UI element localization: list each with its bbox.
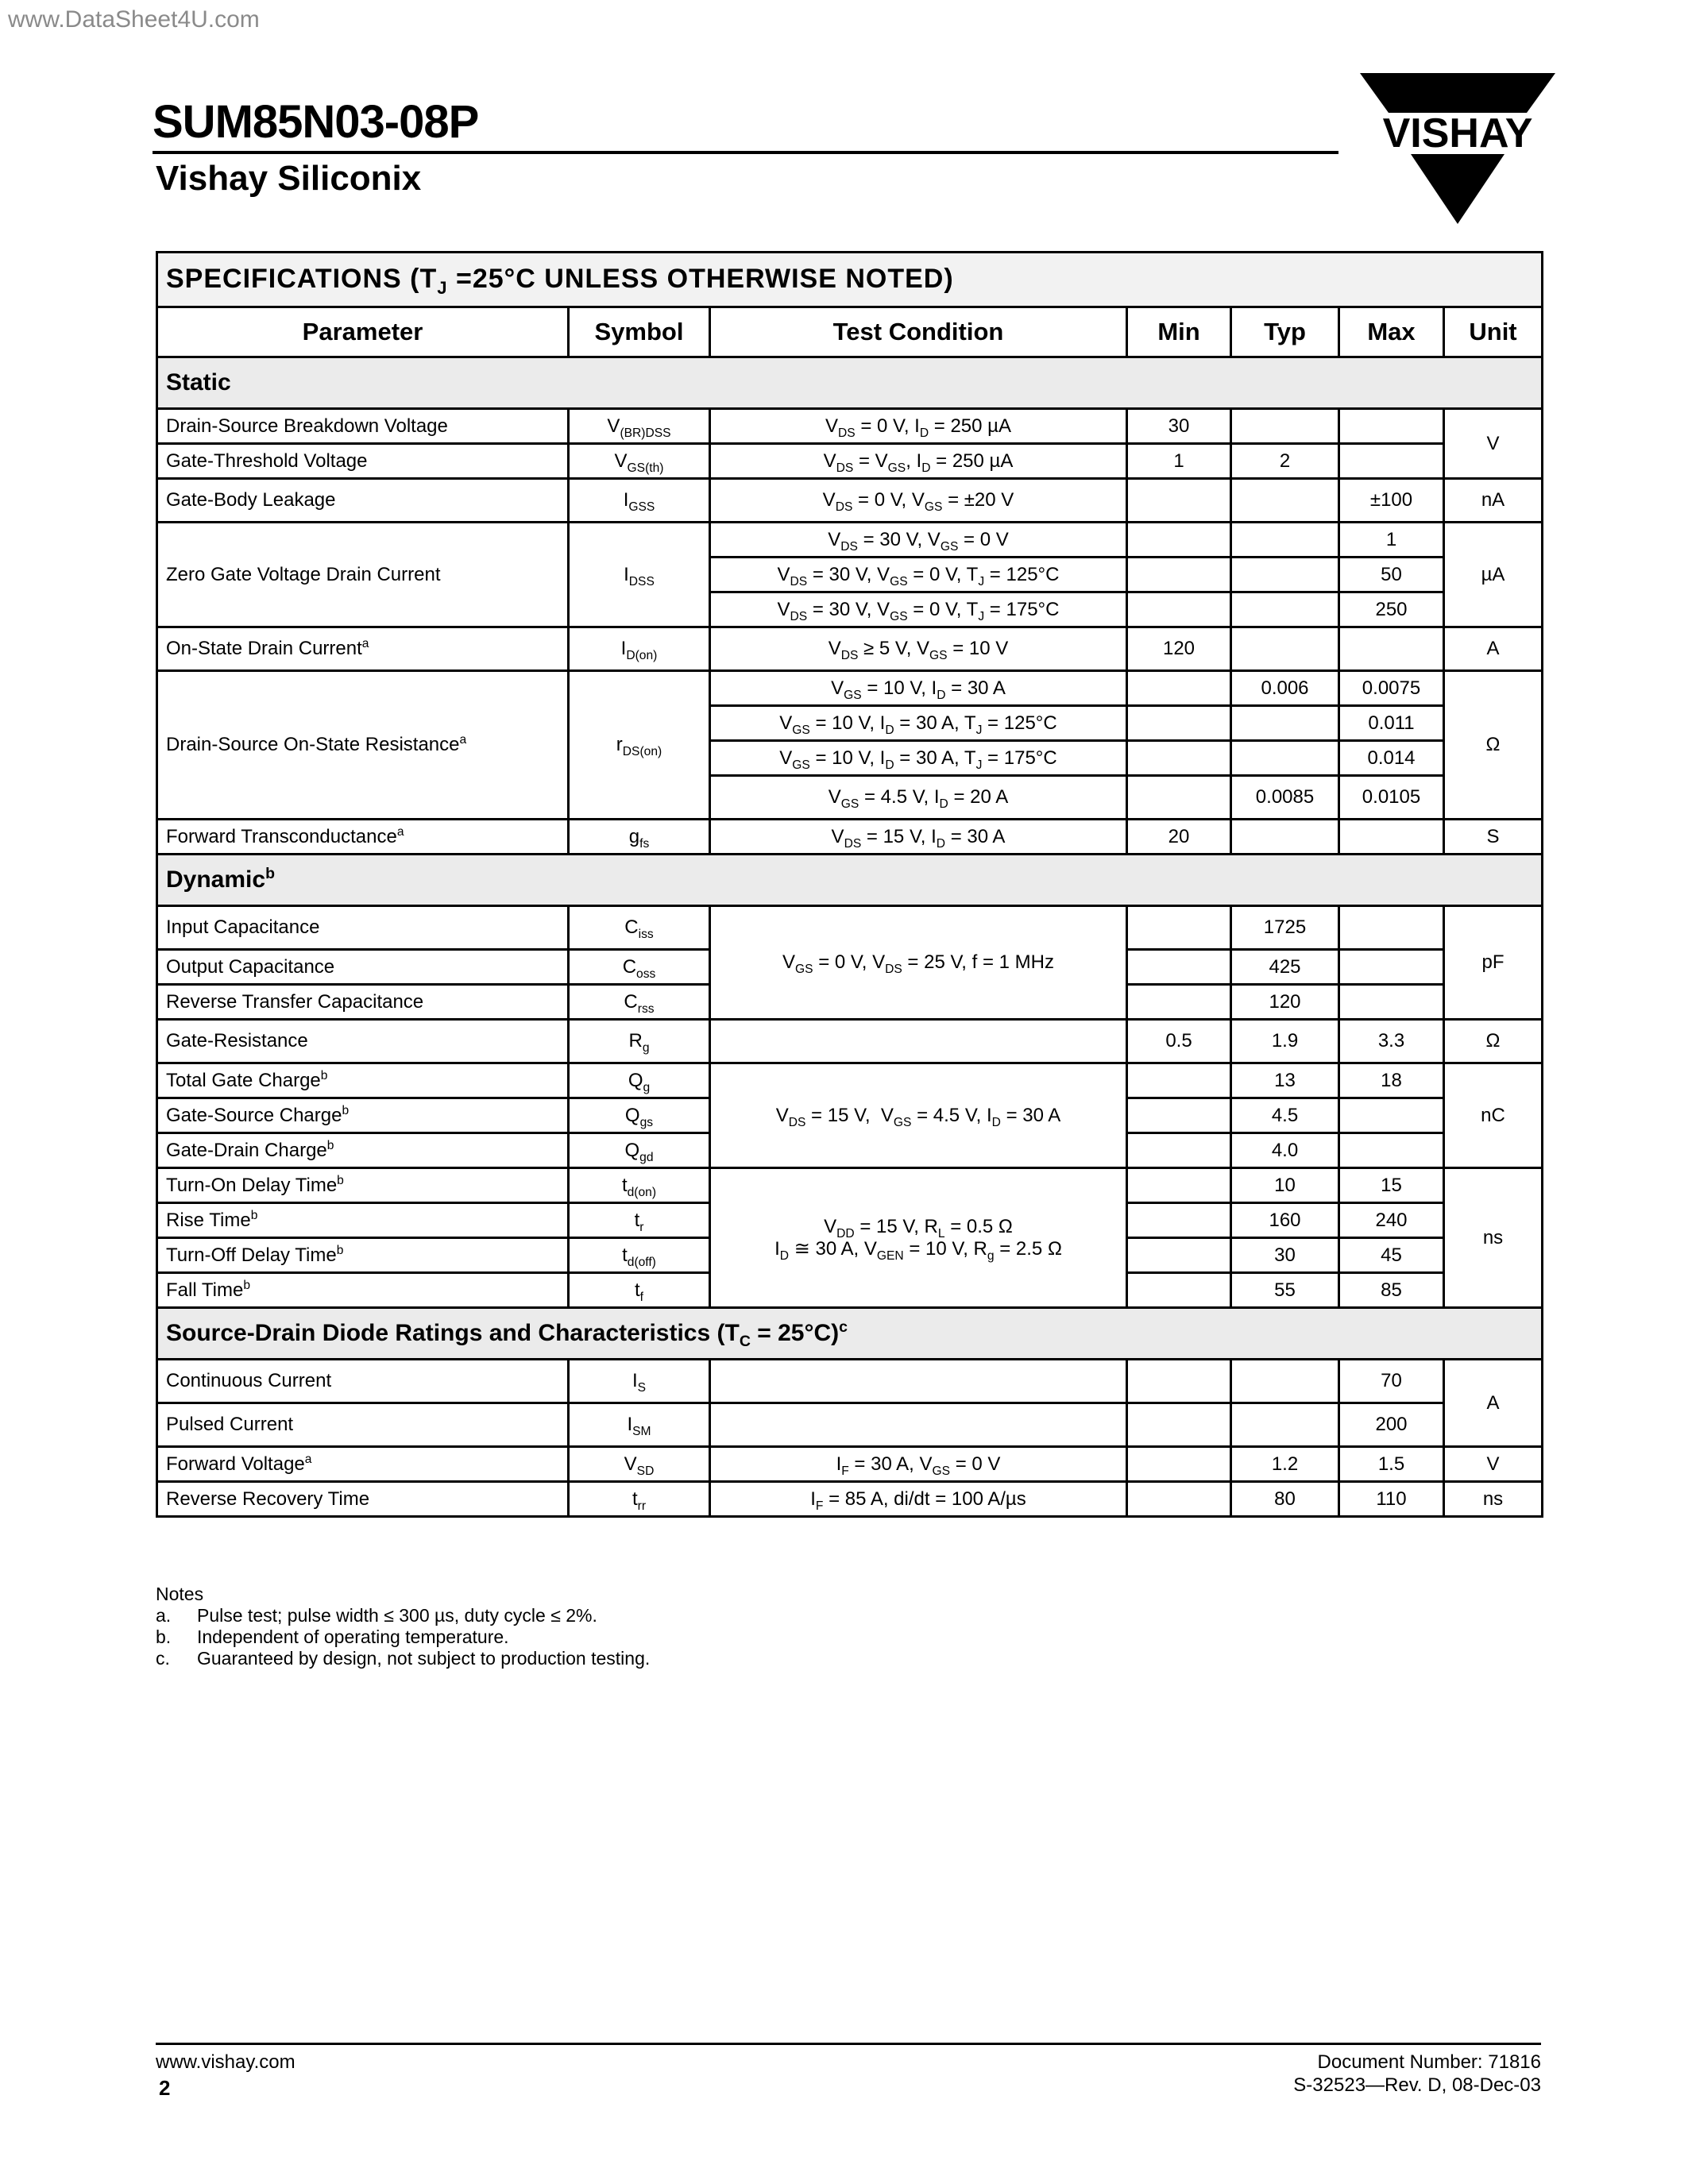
header-rule	[153, 151, 1338, 154]
unit-cell: V	[1444, 409, 1543, 479]
condition-cell: $I_F = 85$ A, di/dt = 100 A/µs	[710, 1482, 1127, 1517]
col-typ: Typ	[1231, 307, 1339, 357]
min-cell: 20	[1127, 820, 1231, 855]
max-cell: 0.0105	[1339, 776, 1444, 820]
min-cell	[1127, 558, 1231, 592]
symbol-cell: $t_f$	[569, 1273, 710, 1308]
param-cell: Input Capacitance	[157, 906, 569, 950]
symbol-cell: $V_{SD}$	[569, 1447, 710, 1482]
note-text: Pulse test; pulse width ≤ 300 µs, duty cycle ≤ 2%.	[197, 1605, 597, 1626]
condition-cell	[710, 1403, 1127, 1447]
max-cell: 110	[1339, 1482, 1444, 1517]
param-cell: Total Gate Charge$^b$	[157, 1063, 569, 1098]
typ-cell: 10	[1231, 1168, 1339, 1203]
typ-cell: 0.006	[1231, 671, 1339, 706]
max-cell: 0.014	[1339, 741, 1444, 776]
max-cell	[1339, 444, 1444, 479]
note-item	[156, 1626, 650, 1648]
param-cell: Reverse Transfer Capacitance	[157, 985, 569, 1020]
typ-cell: 120	[1231, 985, 1339, 1020]
table-row	[157, 479, 1543, 523]
company-name: Vishay Siliconix	[156, 159, 422, 198]
typ-cell: 425	[1231, 950, 1339, 985]
min-cell	[1127, 1133, 1231, 1168]
section-static: Static	[157, 357, 1543, 409]
col-symbol: Symbol	[569, 307, 710, 357]
unit-cell: nC	[1444, 1063, 1543, 1168]
col-unit: Unit	[1444, 307, 1543, 357]
min-cell	[1127, 1447, 1231, 1482]
param-cell: Drain-Source On-State Resistance$^a$	[157, 671, 569, 820]
unit-cell: Ω	[1444, 671, 1543, 820]
max-cell	[1339, 409, 1444, 444]
symbol-cell: $I_S$	[569, 1360, 710, 1403]
table-row	[157, 906, 1543, 950]
condition-cell	[710, 1360, 1127, 1403]
typ-cell: 1.2	[1231, 1447, 1339, 1482]
min-cell	[1127, 479, 1231, 523]
typ-cell: 4.5	[1231, 1098, 1339, 1133]
symbol-cell: $r_{DS(on)}$	[569, 671, 710, 820]
min-cell	[1127, 1360, 1231, 1403]
min-cell	[1127, 592, 1231, 627]
typ-cell	[1231, 1360, 1339, 1403]
max-cell	[1339, 950, 1444, 985]
max-cell: ±100	[1339, 479, 1444, 523]
typ-cell: 30	[1231, 1238, 1339, 1273]
symbol-cell: $I_{GSS}$	[569, 479, 710, 523]
condition-cell: $V_{DS} = 15$ V, $I_D = 30$ A	[710, 820, 1127, 855]
table-title: SPECIFICATIONS ($T_J =25^\circ C$ UNLESS OTHERWISE NOTED)	[157, 253, 1543, 307]
table-row	[157, 820, 1543, 855]
table-row	[157, 1360, 1543, 1403]
note-label: a.	[156, 1605, 172, 1626]
symbol-cell: $t_r$	[569, 1203, 710, 1238]
table-row	[157, 627, 1543, 671]
condition-cell: $V_{DS} \ge 5$ V, $V_{GS} = 10$ V	[710, 627, 1127, 671]
typ-cell	[1231, 479, 1339, 523]
unit-cell: ns	[1444, 1482, 1543, 1517]
min-cell	[1127, 706, 1231, 741]
typ-cell	[1231, 558, 1339, 592]
logo-text: VISHAY	[1382, 110, 1533, 156]
typ-cell: 1725	[1231, 906, 1339, 950]
condition-cell: $V_{GS} = 4.5$ V, $I_D = 20$ A	[710, 776, 1127, 820]
table-header-row	[157, 307, 1543, 357]
param-cell: Gate-Drain Charge$^b$	[157, 1133, 569, 1168]
max-cell: 50	[1339, 558, 1444, 592]
unit-cell: µA	[1444, 523, 1543, 627]
condition-cell: $V_{DS} = V_{GS}$, $I_D = 250$ µA	[710, 444, 1127, 479]
condition-cell: $V_{GS} = 10$ V, $I_D = 30$ A	[710, 671, 1127, 706]
typ-cell	[1231, 592, 1339, 627]
param-cell: Pulsed Current	[157, 1403, 569, 1447]
notes	[156, 1584, 650, 1669]
symbol-cell: $C_{oss}$	[569, 950, 710, 985]
max-cell: 15	[1339, 1168, 1444, 1203]
symbol-cell: $g_{fs}$	[569, 820, 710, 855]
min-cell	[1127, 906, 1231, 950]
param-cell: Forward Voltage$^a$	[157, 1447, 569, 1482]
max-cell	[1339, 906, 1444, 950]
param-cell: Gate-Threshold Voltage	[157, 444, 569, 479]
typ-cell: 13	[1231, 1063, 1339, 1098]
note-text: Guaranteed by design, not subject to production testing.	[197, 1648, 651, 1669]
condition-cell: $V_{DD} = 15$ V, $R_L = 0.5$ Ω $I_D$ ≅ 30 A, $V_{GEN} = 10$ V, $R_g = 2.5$ Ω	[710, 1168, 1127, 1308]
note-item	[156, 1605, 650, 1626]
param-cell: Drain-Source Breakdown Voltage	[157, 409, 569, 444]
max-cell: 0.011	[1339, 706, 1444, 741]
unit-cell: Ω	[1444, 1020, 1543, 1063]
param-cell: Output Capacitance	[157, 950, 569, 985]
typ-cell	[1231, 820, 1339, 855]
min-cell	[1127, 1273, 1231, 1308]
table-row	[157, 1020, 1543, 1063]
note-text: Independent of operating temperature.	[197, 1626, 509, 1647]
unit-cell: S	[1444, 820, 1543, 855]
typ-cell	[1231, 627, 1339, 671]
condition-cell	[710, 1020, 1127, 1063]
unit-cell: nA	[1444, 479, 1543, 523]
unit-cell: ns	[1444, 1168, 1543, 1308]
symbol-cell: $Q_{gs}$	[569, 1098, 710, 1133]
max-cell: 85	[1339, 1273, 1444, 1308]
min-cell	[1127, 1238, 1231, 1273]
document-number: Document Number: 71816	[1317, 2051, 1541, 2073]
typ-cell: 2	[1231, 444, 1339, 479]
col-parameter: Parameter	[157, 307, 569, 357]
param-cell: Gate-Source Charge$^b$	[157, 1098, 569, 1133]
revision: S-32523—Rev. D, 08-Dec-03	[1293, 2074, 1541, 2096]
min-cell	[1127, 985, 1231, 1020]
notes-title: Notes	[156, 1584, 204, 1604]
typ-cell: 4.0	[1231, 1133, 1339, 1168]
condition-cell: $I_F = 30$ A, $V_{GS} = 0$ V	[710, 1447, 1127, 1482]
min-cell	[1127, 671, 1231, 706]
table-row	[157, 1447, 1543, 1482]
min-cell: 30	[1127, 409, 1231, 444]
max-cell: 250	[1339, 592, 1444, 627]
watermark-url[interactable]: www.DataSheet4U.com	[8, 6, 260, 33]
condition-cell: $V_{DS} = 30$ V, $V_{GS} = 0$ V	[710, 523, 1127, 558]
col-max: Max	[1339, 307, 1444, 357]
condition-cell: $V_{DS} = 0$ V, $V_{GS} = \pm 20$ V	[710, 479, 1127, 523]
typ-cell	[1231, 409, 1339, 444]
section-diode: Source-Drain Diode Ratings and Characteristics $(T_C = 25^\circ C)^c$	[157, 1308, 1543, 1360]
min-cell	[1127, 1063, 1231, 1098]
table-row	[157, 409, 1543, 444]
typ-cell: 1.9	[1231, 1020, 1339, 1063]
symbol-cell: $V_{(BR)DSS}$	[569, 409, 710, 444]
table-row	[157, 1168, 1543, 1203]
param-cell: Gate-Body Leakage	[157, 479, 569, 523]
condition-cell: $V_{DS} = 30$ V, $V_{GS} = 0$ V, $T_J = 125^\circ C$	[710, 558, 1127, 592]
symbol-cell: $R_g$	[569, 1020, 710, 1063]
note-label: c.	[156, 1648, 170, 1669]
max-cell	[1339, 1133, 1444, 1168]
symbol-cell: $Q_{gd}$	[569, 1133, 710, 1168]
max-cell	[1339, 1098, 1444, 1133]
table-row	[157, 1403, 1543, 1447]
max-cell: 240	[1339, 1203, 1444, 1238]
footer-rule	[156, 2043, 1541, 2045]
condition-cell: $V_{DS} = 15$ V, $V_{GS} = 4.5$ V, $I_D = 30$ A	[710, 1063, 1127, 1168]
typ-cell	[1231, 1403, 1339, 1447]
typ-cell	[1231, 741, 1339, 776]
param-cell: Gate-Resistance	[157, 1020, 569, 1063]
min-cell	[1127, 1403, 1231, 1447]
max-cell: 70	[1339, 1360, 1444, 1403]
part-number: SUM85N03-08P	[153, 96, 479, 148]
typ-cell	[1231, 706, 1339, 741]
symbol-cell: $C_{rss}$	[569, 985, 710, 1020]
max-cell: 1.5	[1339, 1447, 1444, 1482]
min-cell	[1127, 1203, 1231, 1238]
vishay-logo	[1360, 73, 1555, 224]
min-cell	[1127, 523, 1231, 558]
table-row	[157, 444, 1543, 479]
param-cell: On-State Drain Current$^a$	[157, 627, 569, 671]
max-cell: 0.0075	[1339, 671, 1444, 706]
condition-cell: $V_{GS} = 10$ V, $I_D = 30$ A, $T_J = 125^\circ C$	[710, 706, 1127, 741]
unit-cell: V	[1444, 1447, 1543, 1482]
condition-cell: $V_{DS} = 0$ V, $I_D = 250$ µA	[710, 409, 1127, 444]
min-cell: 0.5	[1127, 1020, 1231, 1063]
min-cell	[1127, 741, 1231, 776]
condition-cell: $V_{GS} = 10$ V, $I_D = 30$ A, $T_J = 175^\circ C$	[710, 741, 1127, 776]
max-cell: 1	[1339, 523, 1444, 558]
max-cell	[1339, 985, 1444, 1020]
symbol-cell: $I_{D(on)}$	[569, 627, 710, 671]
table-row	[157, 523, 1543, 558]
footer-website[interactable]: www.vishay.com	[156, 2051, 295, 2073]
param-cell: Rise Time$^b$	[157, 1203, 569, 1238]
symbol-cell: $I_{DSS}$	[569, 523, 710, 627]
symbol-cell: $t_{d(on)}$	[569, 1168, 710, 1203]
min-cell	[1127, 1168, 1231, 1203]
symbol-cell: $I_{SM}$	[569, 1403, 710, 1447]
table-row	[157, 1482, 1543, 1517]
note-item	[156, 1648, 650, 1669]
min-cell: 1	[1127, 444, 1231, 479]
typ-cell: 55	[1231, 1273, 1339, 1308]
min-cell	[1127, 1482, 1231, 1517]
max-cell: 3.3	[1339, 1020, 1444, 1063]
param-cell: Turn-Off Delay Time$^b$	[157, 1238, 569, 1273]
symbol-cell: $V_{GS(th)}$	[569, 444, 710, 479]
unit-cell: A	[1444, 627, 1543, 671]
symbol-cell: $t_{d(off)}$	[569, 1238, 710, 1273]
typ-cell: 160	[1231, 1203, 1339, 1238]
param-cell: Turn-On Delay Time$^b$	[157, 1168, 569, 1203]
typ-cell: 80	[1231, 1482, 1339, 1517]
param-cell: Reverse Recovery Time	[157, 1482, 569, 1517]
page-number: 2	[159, 2076, 171, 2100]
symbol-cell: $t_{rr}$	[569, 1482, 710, 1517]
unit-cell: A	[1444, 1360, 1543, 1447]
typ-cell	[1231, 523, 1339, 558]
condition-cell: $V_{DS} = 30$ V, $V_{GS} = 0$ V, $T_J = 175^\circ C$	[710, 592, 1127, 627]
table-row	[157, 671, 1543, 706]
section-dynamic: Dynamic$^b$	[157, 855, 1543, 906]
symbol-cell: $Q_g$	[569, 1063, 710, 1098]
param-cell: Continuous Current	[157, 1360, 569, 1403]
unit-cell: pF	[1444, 906, 1543, 1020]
table-row	[157, 1063, 1543, 1098]
note-label: b.	[156, 1626, 172, 1647]
min-cell	[1127, 950, 1231, 985]
symbol-cell: $C_{iss}$	[569, 906, 710, 950]
condition-cell: $V_{GS} = 0$ V, $V_{DS} = 25$ V, f = 1 MHz	[710, 906, 1127, 1020]
max-cell: 200	[1339, 1403, 1444, 1447]
specifications-table	[156, 251, 1543, 1518]
param-cell: Zero Gate Voltage Drain Current	[157, 523, 569, 627]
param-cell: Forward Transconductance$^a$	[157, 820, 569, 855]
max-cell	[1339, 820, 1444, 855]
min-cell	[1127, 776, 1231, 820]
max-cell: 18	[1339, 1063, 1444, 1098]
col-test-condition: Test Condition	[710, 307, 1127, 357]
col-min: Min	[1127, 307, 1231, 357]
param-cell: Fall Time$^b$	[157, 1273, 569, 1308]
typ-cell: 0.0085	[1231, 776, 1339, 820]
max-cell: 45	[1339, 1238, 1444, 1273]
max-cell	[1339, 627, 1444, 671]
min-cell: 120	[1127, 627, 1231, 671]
min-cell	[1127, 1098, 1231, 1133]
